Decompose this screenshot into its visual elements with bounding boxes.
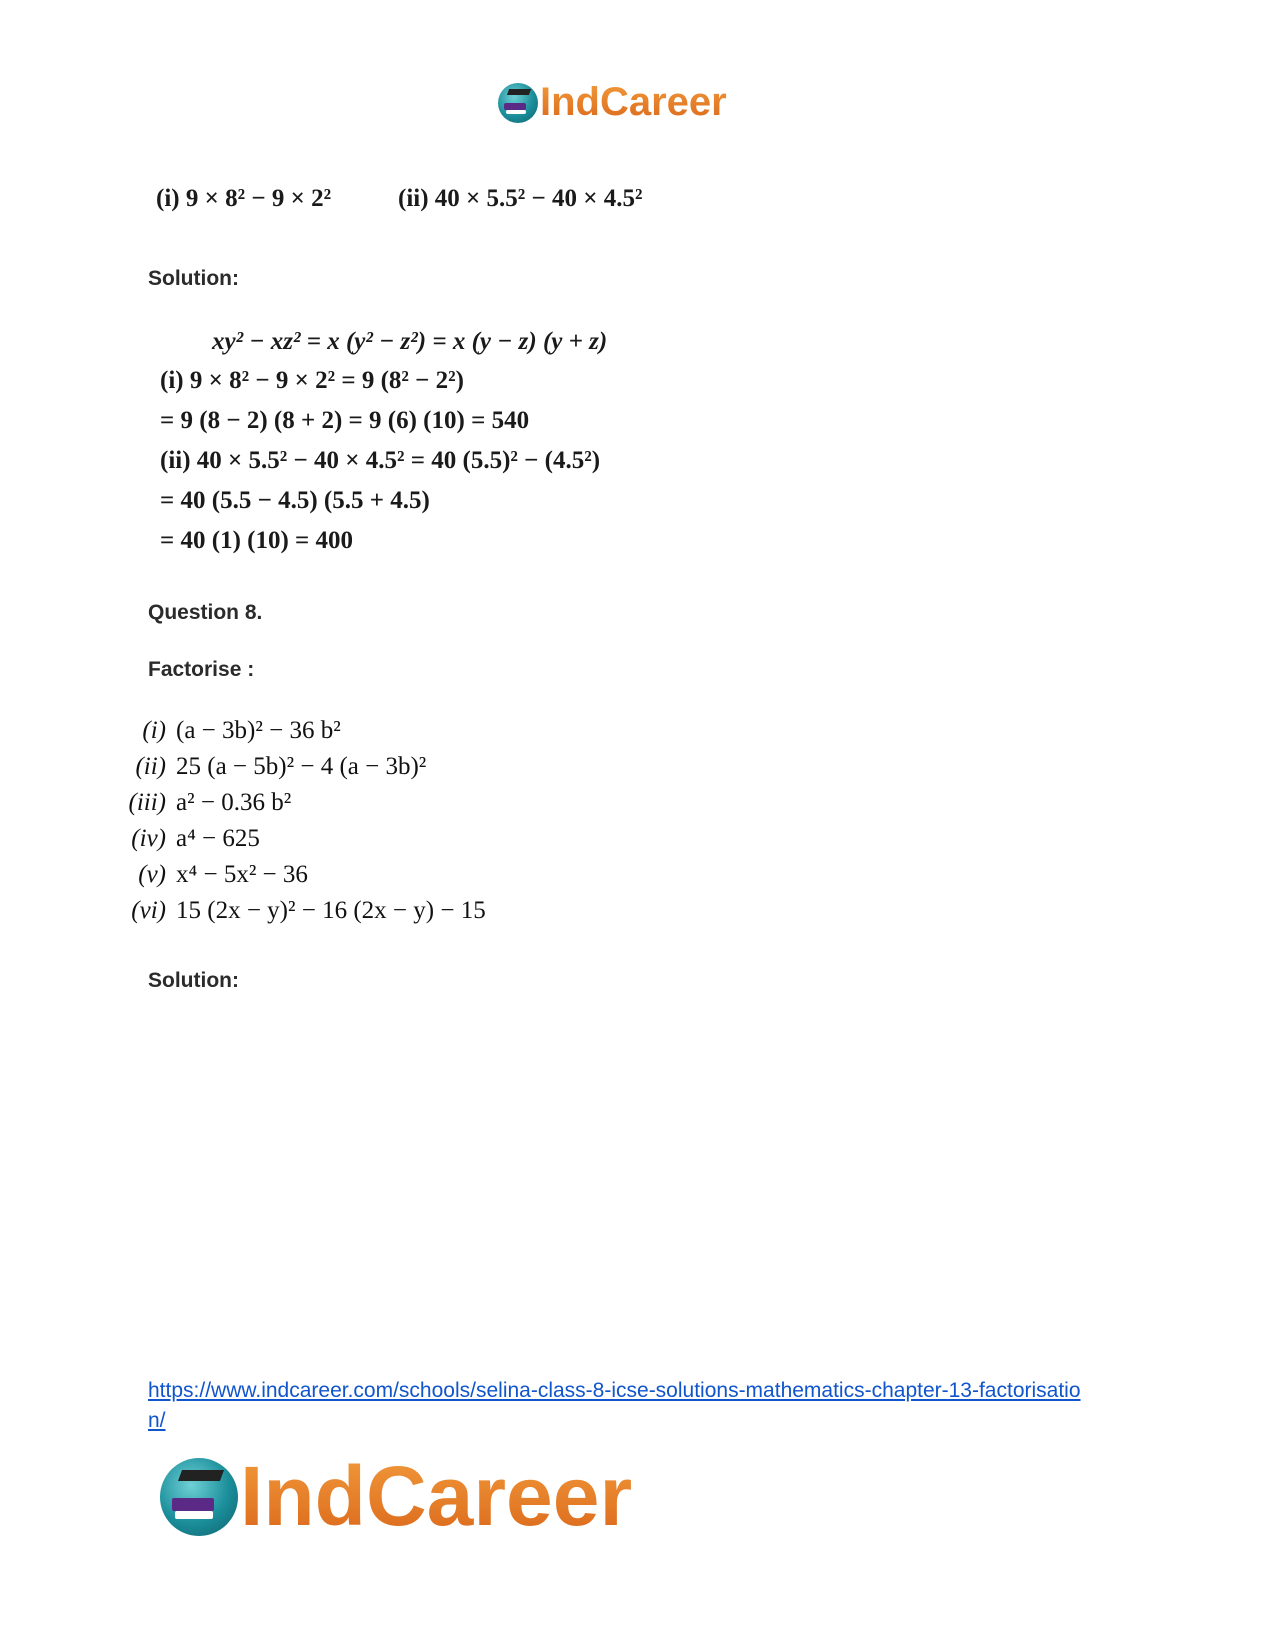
- factorise-item-number: (ii): [135, 753, 166, 780]
- factorise-item-expression: 25 (a − 5b)² − 4 (a − 3b)²: [176, 753, 427, 780]
- factorise-item-expression: 15 (2x − y)² − 16 (2x − y) − 15: [176, 897, 486, 924]
- solution7-line-5: = 40 (1) (10) = 400: [160, 527, 354, 554]
- factorise-item-number: (i): [142, 717, 166, 744]
- factorise-item: [110, 753, 426, 781]
- factorise-item: [110, 825, 260, 853]
- solution7-line-2: = 9 (8 − 2) (8 + 2) = 9 (6) (10) = 540: [160, 407, 530, 434]
- question7-part-i: (i) 9 × 8² − 9 × 2²: [156, 185, 332, 212]
- footer-logo-text: IndCareer: [240, 1449, 633, 1543]
- solution7-label: Solution:: [148, 267, 239, 290]
- graduation-cap-book-icon: [498, 83, 538, 123]
- header-logo: [498, 80, 727, 125]
- factorise-item: [110, 789, 291, 817]
- question7-part-ii: (ii) 40 × 5.5² − 40 × 4.5²: [398, 185, 643, 212]
- solution7-line-0: xy² − xz² = x (y² − z²) = x (y − z) (y + z): [212, 328, 608, 355]
- factorise-item-number: (iv): [131, 825, 166, 852]
- solution8-label: Solution:: [148, 969, 239, 992]
- factorise-item-expression: (a − 3b)² − 36 b²: [176, 717, 341, 744]
- question8-instruction: Factorise :: [148, 658, 255, 681]
- factorise-item-expression: x⁴ − 5x² − 36: [176, 861, 308, 888]
- solution7-line-4: = 40 (5.5 − 4.5) (5.5 + 4.5): [160, 487, 430, 514]
- factorise-item-expression: a⁴ − 625: [176, 825, 260, 852]
- factorise-item-number: (vi): [131, 897, 166, 924]
- factorise-item: [110, 717, 341, 745]
- solution7-line-1: (i) 9 × 8² − 9 × 2² = 9 (8² − 2²): [160, 367, 464, 394]
- factorise-item-number: (v): [138, 861, 166, 888]
- footer-logo: [160, 1448, 632, 1545]
- factorise-item: [110, 897, 486, 925]
- factorise-item: [110, 861, 308, 889]
- factorise-item-expression: a² − 0.36 b²: [176, 789, 292, 816]
- header-logo-text: IndCareer: [540, 80, 727, 124]
- factorise-item-number: (iii): [128, 789, 166, 816]
- solution7-line-3: (ii) 40 × 5.5² − 40 × 4.5² = 40 (5.5)² − (4.5²): [160, 447, 601, 474]
- footer-source-link[interactable]: https://www.indcareer.com/schools/selina-class-8-icse-solutions-mathematics-chapter-13-factorisation/: [148, 1379, 1081, 1432]
- graduation-cap-book-icon: [160, 1458, 238, 1536]
- question8-label: Question 8.: [148, 601, 263, 624]
